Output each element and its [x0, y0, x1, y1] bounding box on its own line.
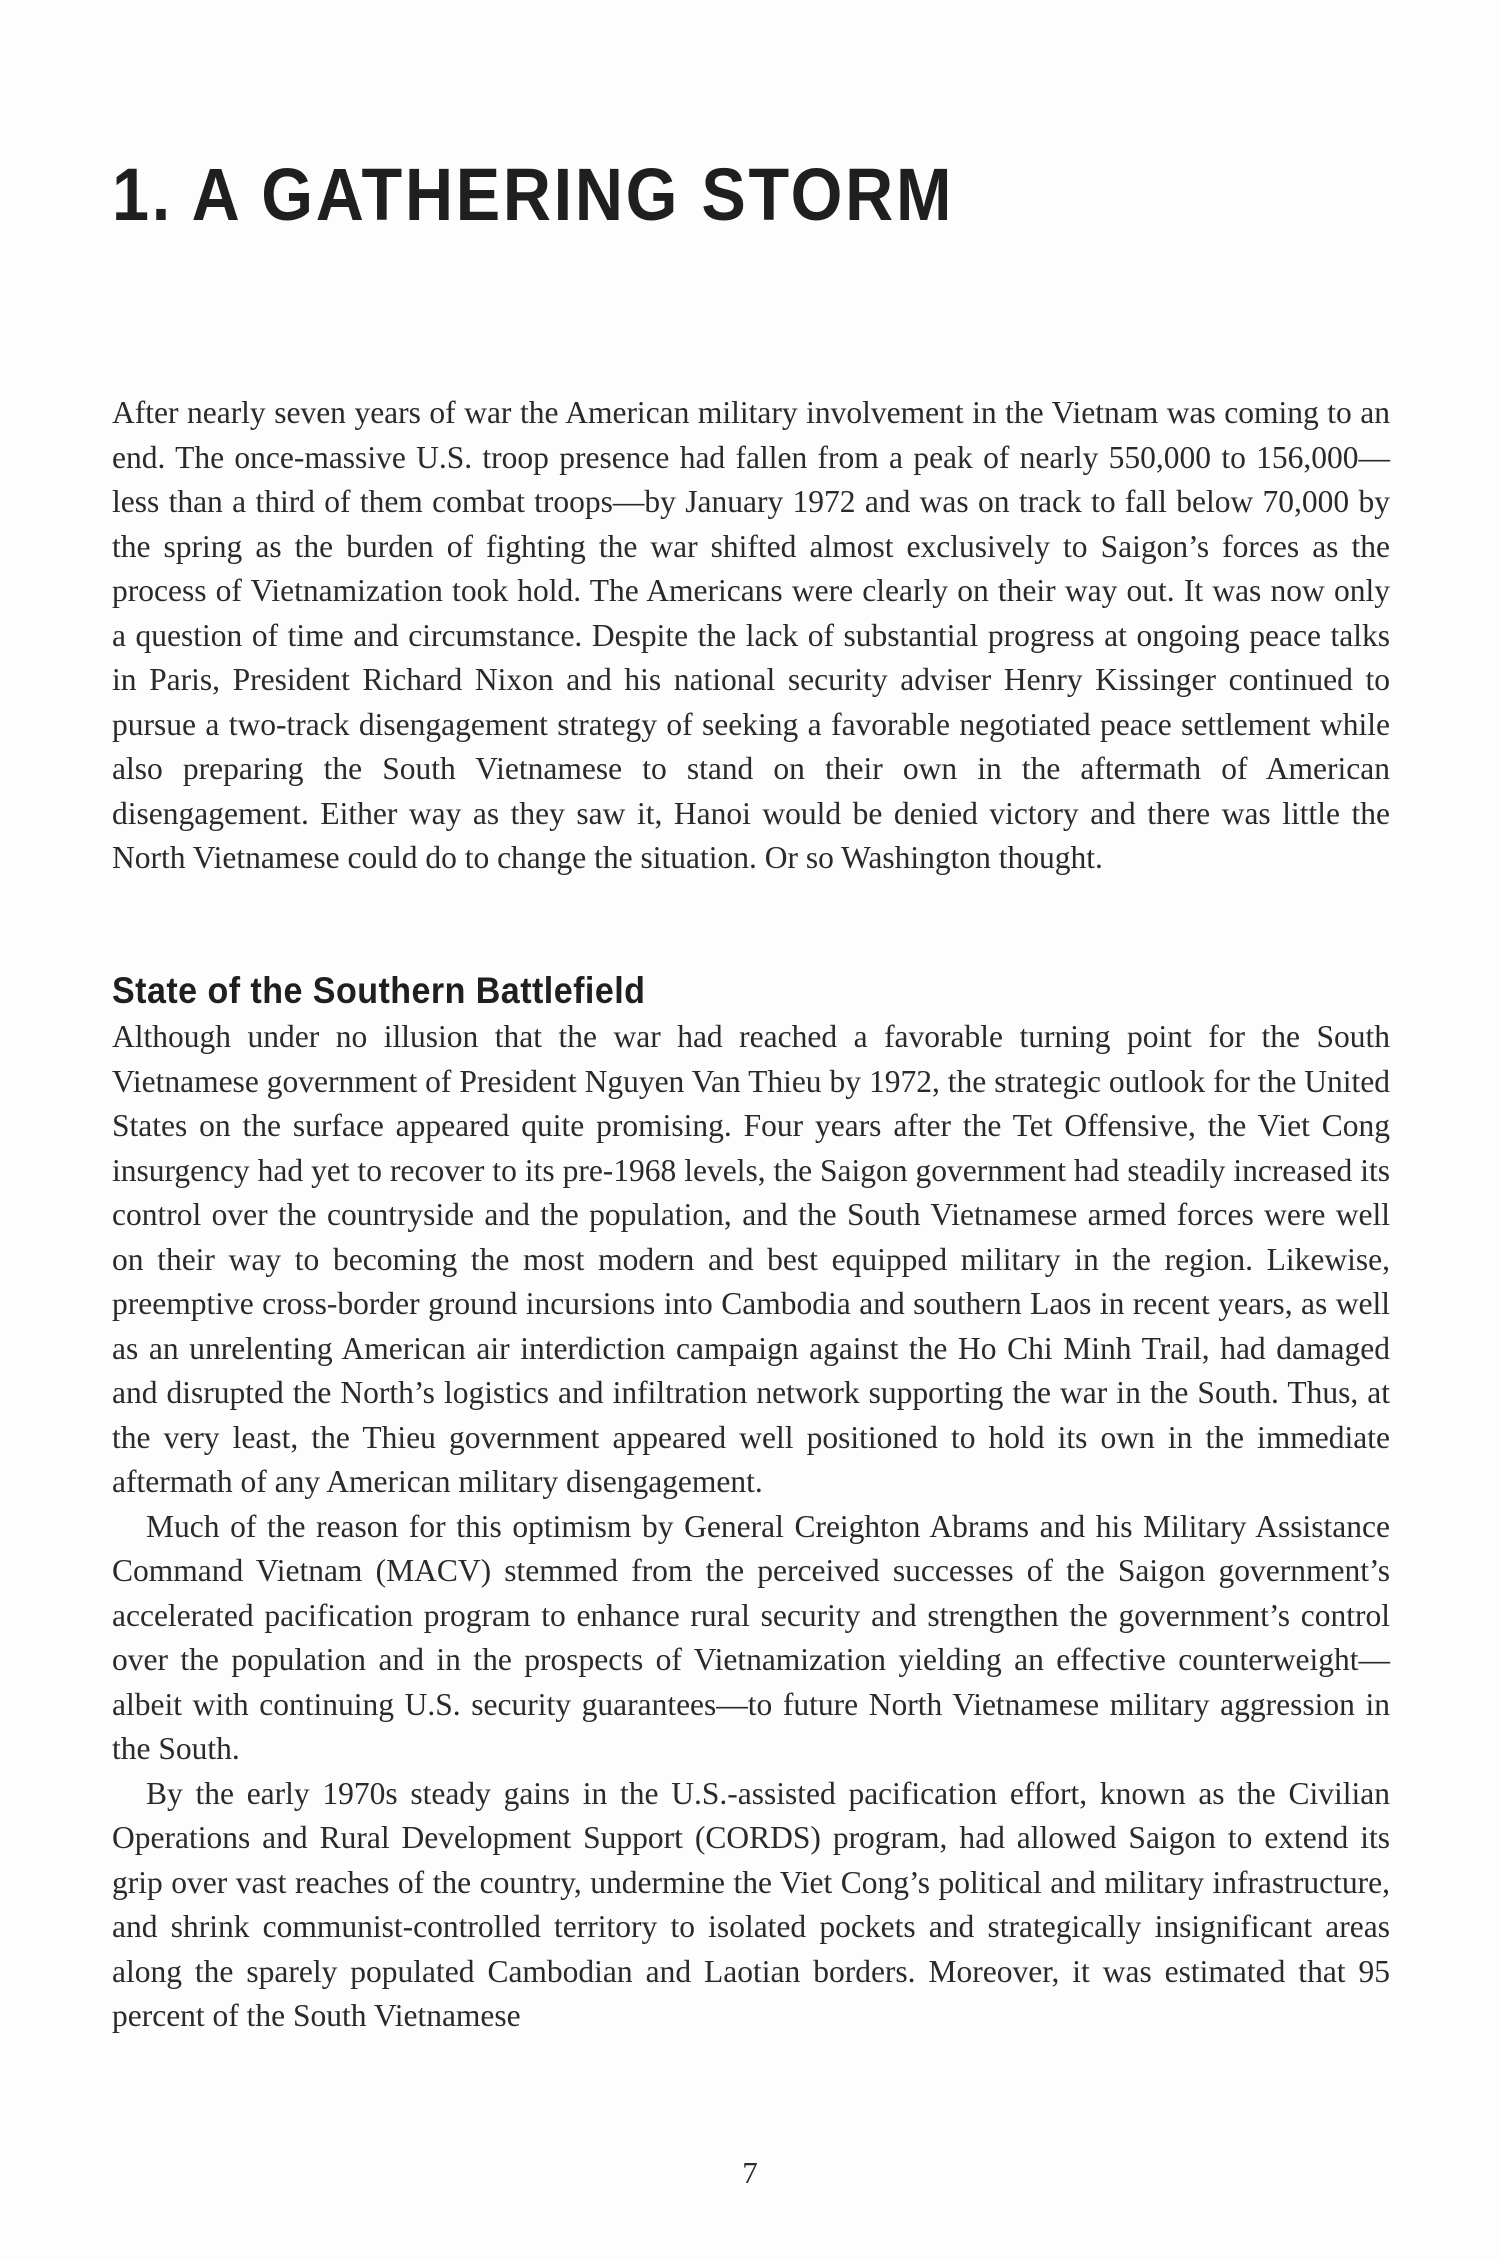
chapter-title: 1. A GATHERING STORM: [112, 153, 955, 236]
page-number: 7: [742, 2155, 758, 2190]
section-paragraph-3: By the early 1970s steady gains in the U.S.-assisted pacification effort, known as the Civilian Operations and Rural Development Support (CORDS) program, had allowed Saigon to extend its grip over vast reaches of the country, undermine the Viet Cong’s political and military infrastructure, and shrink communist-controlled territory to isolated pockets and strategically insignificant areas along the sparely populated Cambodian and Laotian borders. Moreover, it was estimated that 95 percent of the South Vietnamese: [112, 1775, 1390, 2033]
section-paragraph-1: Although under no illusion that the war had reached a favorable turning point for the South Vietnamese government of President Nguyen Van Thieu by 1972, the strategic outlook for the United States on the surface appeared quite promising. Four years after the Tet Offensive, the Viet Cong insurgency had yet to recover to its pre-1968 levels, the Saigon government had steadily increased its control over the countryside and the population, and the South Vietnamese armed forces were well on their way to becoming the most modern and best equipped military in the region. Likewise, preemptive cross-border ground incursions into Cambodia and southern Laos in recent years, as well as an unrelenting American air interdiction campaign against the Ho Chi Minh Trail, had damaged and disrupted the North’s logistics and infiltration network supporting the war in the South. Thus, at the very least, the Thieu government appeared well positioned to hold its own in the immediate aftermath of any American military disengagement.: [112, 1019, 1390, 1499]
intro-paragraph: After nearly seven years of war the American military involvement in the Vietnam was coming to an end. The once-massive U.S. troop presence had fallen from a peak of nearly 550,000 to 156,000—less than a third of them combat troops—by January 1972 and was on track to fall below 70,000 by the spring as the burden of fighting the war shifted almost exclusively to Saigon’s forces as the process of Vietnamization took hold. The Americans were clearly on their way out. It was now only a question of time and circumstance. Despite the lack of substantial progress at ongoing peace talks in Paris, President Richard Nixon and his national security adviser Henry Kissinger continued to pursue a two-track disengagement strategy of seeking a favorable negotiated peace settlement while also preparing the South Vietnamese to stand on their own in the aftermath of American disengagement. Either way as they saw it, Hanoi would be denied victory and there was little the North Vietnamese could do to change the situation. Or so Washington thought.: [112, 395, 1390, 875]
section-heading: State of the Southern Battlefield: [112, 970, 646, 1011]
section-paragraph-2: Much of the reason for this optimism by General Creighton Abrams and his Military Assistance Command Vietnam (MACV) stemmed from the perceived successes of the Saigon government’s accelerated pacification program to enhance rural security and strengthen the government’s control over the population and in the prospects of Vietnamization yielding an effective counterweight—albeit with continuing U.S. security guarantees—to future North Vietnamese military aggression in the South.: [112, 1508, 1390, 1766]
section-body: [112, 1015, 1390, 2039]
